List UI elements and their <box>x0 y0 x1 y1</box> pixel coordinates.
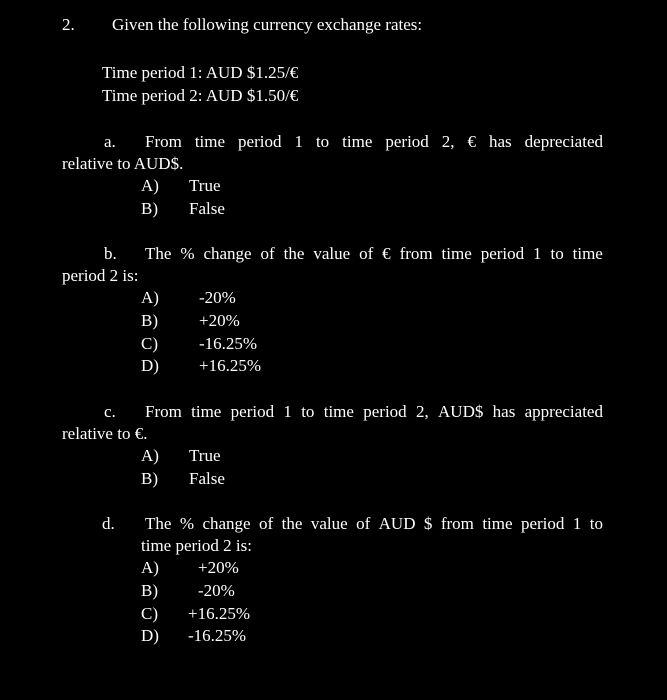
option-text[interactable]: -16.25% <box>199 334 258 353</box>
statement-word: time <box>191 402 222 421</box>
part-a-statement-line1 <box>145 131 603 153</box>
part-c-letter: c. <box>104 402 116 421</box>
statement-word: value <box>310 514 348 533</box>
statement-word: $ <box>423 514 433 533</box>
part-a-statement-line2: relative to AUD$. <box>62 154 184 173</box>
part-d-letter: d. <box>102 514 115 533</box>
statement-word: period <box>520 514 565 533</box>
statement-word: period <box>480 244 525 263</box>
statement-word: from <box>399 244 433 263</box>
question-prompt: Given the following currency exchange rates: <box>112 15 423 34</box>
statement-word: to <box>301 402 315 421</box>
statement-word: period <box>230 402 275 421</box>
option-text[interactable]: False <box>189 199 225 218</box>
part-d-statement-line1 <box>145 513 603 535</box>
statement-word: to <box>550 244 564 263</box>
statement-word: From <box>145 132 182 151</box>
part-b-letter: b. <box>104 244 117 263</box>
option-text[interactable]: -20% <box>199 288 236 307</box>
part-c-statement-line2: relative to €. <box>62 424 148 443</box>
statement-word: the <box>281 514 303 533</box>
option-label[interactable]: A) <box>141 446 159 465</box>
statement-word: has <box>492 402 516 421</box>
statement-word: time <box>323 402 354 421</box>
option-label[interactable]: B) <box>141 469 158 488</box>
part-c-statement-line1 <box>145 401 603 423</box>
statement-word: 1 <box>572 514 582 533</box>
statement-word: € <box>467 132 477 151</box>
statement-word: % <box>180 244 195 263</box>
statement-word: The <box>145 244 172 263</box>
statement-word: to <box>315 132 330 151</box>
statement-word: 2, <box>415 402 429 421</box>
question-number: 2. <box>62 15 75 34</box>
statement-word: AUD <box>378 514 416 533</box>
statement-word: period <box>385 132 429 151</box>
option-text[interactable]: +16.25% <box>188 604 250 623</box>
statement-word: time <box>441 244 472 263</box>
statement-word: time <box>572 244 603 263</box>
statement-word: % <box>179 514 195 533</box>
part-d-statement-line2: time period 2 is: <box>141 536 252 555</box>
statement-word: of <box>260 244 275 263</box>
option-text[interactable]: +20% <box>199 311 240 330</box>
statement-word: of <box>356 514 371 533</box>
option-label[interactable]: D) <box>141 356 159 375</box>
option-text[interactable]: True <box>189 176 221 195</box>
part-b-statement-line1 <box>145 243 603 265</box>
option-label[interactable]: B) <box>141 199 158 218</box>
statement-word: appreciated <box>524 402 603 421</box>
option-text[interactable]: +16.25% <box>199 356 261 375</box>
statement-word: AUD$ <box>438 402 484 421</box>
statement-word: period <box>363 402 407 421</box>
part-a-letter: a. <box>104 132 116 151</box>
statement-word: 1 <box>533 244 542 263</box>
statement-word: From <box>145 402 182 421</box>
option-label[interactable]: B) <box>141 581 158 600</box>
statement-word: time <box>194 132 226 151</box>
rate-period-1: Time period 1: AUD $1.25/€ <box>102 63 299 82</box>
option-text[interactable]: -16.25% <box>188 626 247 645</box>
statement-word: € <box>382 244 391 263</box>
statement-word: 1 <box>294 132 303 151</box>
statement-word: period <box>238 132 282 151</box>
option-text[interactable]: True <box>189 446 221 465</box>
part-b-statement-line2: period 2 is: <box>62 266 139 285</box>
statement-word: The <box>145 514 172 533</box>
option-label[interactable]: A) <box>141 176 159 195</box>
option-label[interactable]: A) <box>141 288 159 307</box>
statement-word: of <box>359 244 374 263</box>
option-label[interactable]: B) <box>141 311 158 330</box>
statement-word: has <box>489 132 512 151</box>
option-label[interactable]: C) <box>141 334 158 353</box>
statement-word: time <box>482 514 513 533</box>
statement-word: 2, <box>441 132 455 151</box>
option-text[interactable]: -20% <box>198 581 235 600</box>
option-text[interactable]: +20% <box>198 558 239 577</box>
statement-word: depreciated <box>524 132 603 151</box>
statement-word: change <box>203 244 252 263</box>
statement-word: change <box>202 514 251 533</box>
statement-word: time <box>342 132 373 151</box>
statement-word: from <box>440 514 474 533</box>
option-label[interactable]: D) <box>141 626 159 645</box>
statement-word: to <box>589 514 603 533</box>
option-label[interactable]: C) <box>141 604 158 623</box>
statement-word: value <box>313 244 351 263</box>
statement-word: the <box>283 244 305 263</box>
option-label[interactable]: A) <box>141 558 159 577</box>
option-text[interactable]: False <box>189 469 225 488</box>
statement-word: of <box>259 514 274 533</box>
rate-period-2: Time period 2: AUD $1.50/€ <box>102 86 299 105</box>
statement-word: 1 <box>283 402 292 421</box>
